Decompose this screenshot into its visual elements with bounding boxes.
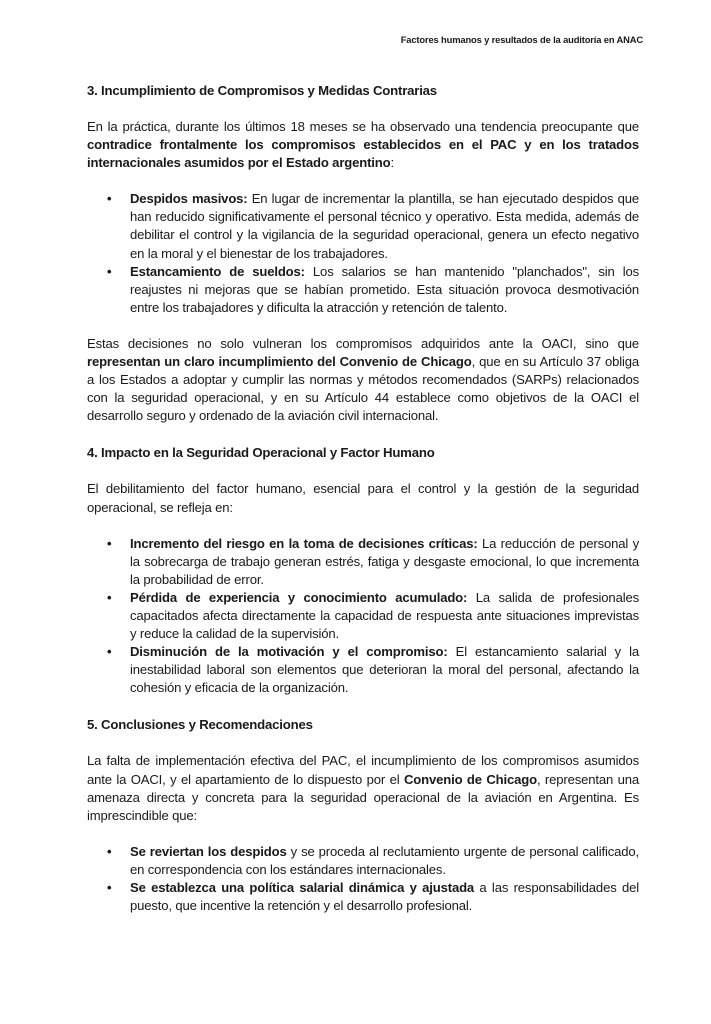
document-body: [87, 82, 639, 915]
list-item: [87, 263, 639, 317]
emphasis-text: representan un claro incumplimiento del Convenio de Chicago: [87, 354, 472, 370]
list-item-title: Pérdida de experiencia y conocimiento acumulado:: [130, 589, 468, 605]
section-4-bullet-list: [87, 535, 639, 698]
list-item: [87, 843, 639, 879]
list-item-title: Disminución de la motivación y el compromiso:: [130, 644, 448, 660]
list-item: [87, 190, 639, 262]
text-run: :: [390, 155, 394, 171]
list-item-text: La salida de profesionales capacitados afecta directamente la capacidad de respuesta ante situaciones imprevistas y reduce la calidad de la supervisión.: [130, 589, 639, 642]
list-item-text: El estancamiento salarial y la inestabilidad laboral son elementos que deterioran la moral del personal, afectando la cohesión y eficacia de la organización.: [130, 644, 640, 696]
list-item-title: Despidos masivos:: [130, 191, 248, 207]
running-header: Factores humanos y resultados de la auditoría en ANAC: [400, 34, 643, 45]
bullet-icon: •: [107, 535, 112, 551]
list-item-text: La reducción de personal y la sobrecarga de trabajo generan estrés, fatiga y desgaste emocional, lo que incrementa la probabilidad de error.: [130, 535, 639, 587]
section-5-heading: 5. Conclusiones y Recomendaciones: [87, 717, 313, 733]
list-item: [87, 643, 639, 697]
section-5-intro: [87, 752, 639, 824]
section-5-bullet-list: [87, 843, 639, 915]
section-3-intro: [87, 118, 639, 172]
list-item-title: Se establezca una política salarial dinámica y ajustada: [130, 880, 475, 895]
section-4-intro: El debilitamiento del factor humano, esencial para el control y la gestión de la seguridad operacional, se refleja en:: [87, 481, 639, 515]
section-4-heading: 4. Impacto en la Seguridad Operacional y Factor Humano: [87, 445, 435, 461]
section-3-bullet-list: [87, 190, 639, 317]
section-3-heading: 3. Incumplimiento de Compromisos y Medidas Contrarias: [87, 83, 437, 98]
section-3-closing: [87, 335, 639, 425]
list-item-title: Estancamiento de sueldos:: [130, 263, 305, 279]
text-run: Estas decisiones no solo vulneran los compromisos adquiridos ante la OACI, sino que: [87, 335, 639, 351]
list-item-text: a las responsabilidades del puesto, que incentive la retención y el desarrollo profesional.: [130, 880, 639, 914]
bullet-icon: •: [107, 191, 112, 207]
text-run: En la práctica, durante los últimos 18 meses se ha observado una tendencia preocupante que: [87, 119, 639, 134]
list-item: [87, 535, 639, 589]
list-item-title: Incremento del riesgo en la toma de decisiones críticas:: [130, 535, 478, 551]
bullet-icon: •: [107, 589, 112, 605]
emphasis-text: Convenio de Chicago: [403, 771, 537, 787]
list-item: [87, 879, 639, 915]
emphasis-text: contradice frontalmente los compromisos establecidos en el PAC y en los tratados internacionales asumidos por el Estado argentino: [87, 137, 639, 171]
list-item-text: En lugar de incrementar la plantilla, se han ejecutado despidos que han reducido significativamente el personal técnico y operativo. Esta medida, además de debilitar el control y la vigilancia de la seguridad operacional, genera un efecto negativo en la moral y el bienestar de los trabajadores.: [130, 191, 639, 261]
list-item-text: Los salarios se han mantenido "planchados", sin los reajustes ni mejoras que se habían prometido. Esta situación provoca desmotivación entre los trabajadores y dificulta la atracción y retención de talento.: [130, 263, 639, 315]
text-run: , que en su Artículo 37 obliga a los Estados a adoptar y cumplir las normas y métodos recomendados (SARPs) relacionados con la seguridad operacional, y en su Artículo 44 establece como objetivos de la OACI el desarrollo seguro y ordenado de la aviación civil internacional.: [87, 354, 639, 424]
list-item-title: Se reviertan los despidos: [130, 843, 287, 859]
text-run: La falta de implementación efectiva del PAC, el incumplimiento de los compromisos asumidos ante la OACI, y el apartamiento de lo dispuesto por el: [87, 753, 639, 787]
bullet-icon: •: [107, 644, 112, 660]
list-item-text: y se proceda al reclutamiento urgente de personal calificado, en correspondencia con los estándares internacionales.: [130, 843, 639, 877]
bullet-icon: •: [107, 880, 112, 895]
text-run: , representan una amenaza directa y concreta para la seguridad operacional de la aviación en Argentina. Es imprescindible que:: [87, 771, 640, 823]
bullet-icon: •: [107, 843, 112, 859]
list-item: [87, 589, 639, 643]
bullet-icon: •: [107, 263, 112, 279]
